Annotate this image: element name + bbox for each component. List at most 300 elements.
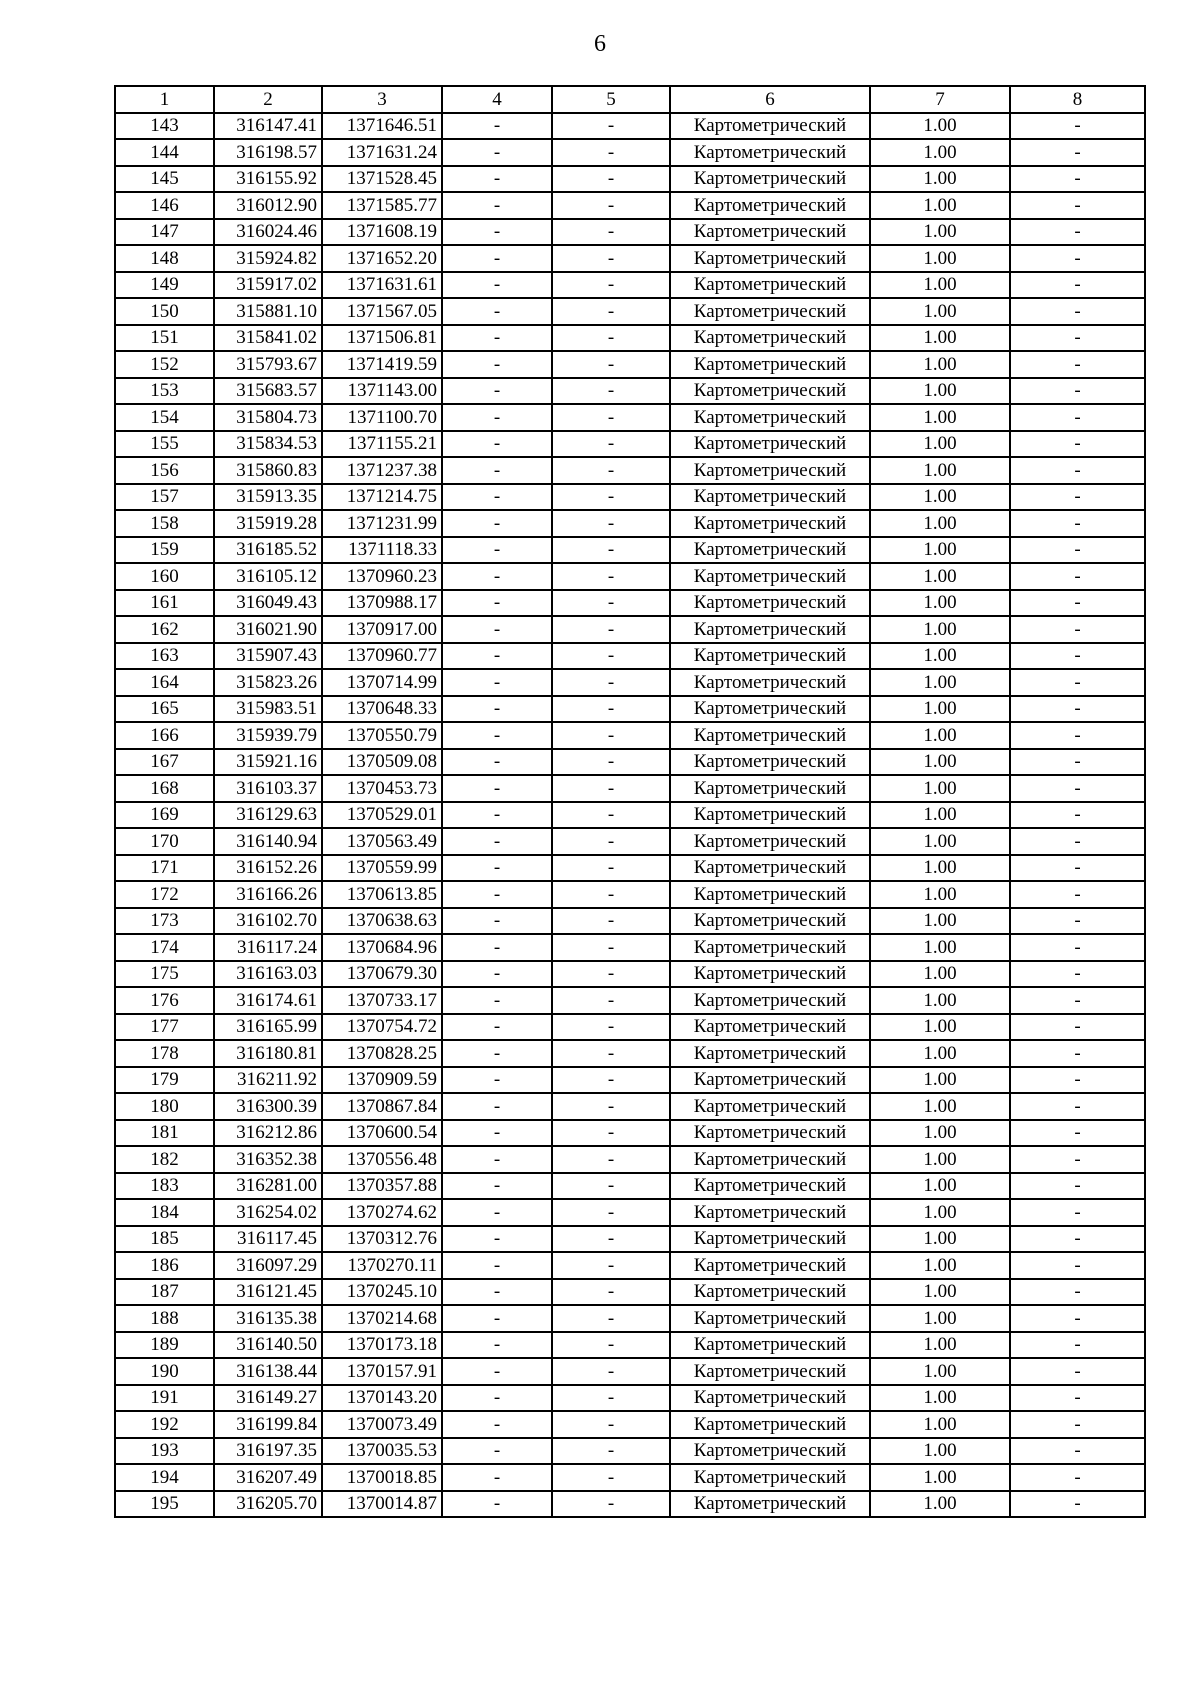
cell-col-8: - (1010, 696, 1145, 723)
cell-col-4: - (442, 457, 552, 484)
cell-col-5: - (552, 457, 670, 484)
cell-col-4: - (442, 1464, 552, 1491)
cell-col-8: - (1010, 113, 1145, 140)
cell-y-coordinate: 1370270.11 (322, 1252, 442, 1279)
cell-method: Картометрический (670, 1358, 870, 1385)
cell-col-4: - (442, 749, 552, 776)
cell-col-8: - (1010, 908, 1145, 935)
cell-accuracy: 1.00 (870, 1040, 1010, 1067)
cell-col-5: - (552, 139, 670, 166)
cell-x-coordinate: 316105.12 (214, 563, 322, 590)
cell-x-coordinate: 315841.02 (214, 325, 322, 352)
cell-col-8: - (1010, 1358, 1145, 1385)
cell-col-5: - (552, 1199, 670, 1226)
cell-x-coordinate: 316049.43 (214, 590, 322, 617)
cell-accuracy: 1.00 (870, 1093, 1010, 1120)
cell-col-8: - (1010, 1067, 1145, 1094)
cell-col-8: - (1010, 378, 1145, 405)
cell-col-8: - (1010, 749, 1145, 776)
cell-y-coordinate: 1371608.19 (322, 219, 442, 246)
cell-y-coordinate: 1371143.00 (322, 378, 442, 405)
cell-method: Картометрический (670, 1040, 870, 1067)
cell-y-coordinate: 1371585.77 (322, 192, 442, 219)
cell-x-coordinate: 316103.37 (214, 775, 322, 802)
cell-col-8: - (1010, 1199, 1145, 1226)
coordinates-table (114, 85, 1146, 1518)
cell-x-coordinate: 316117.45 (214, 1226, 322, 1253)
cell-accuracy: 1.00 (870, 696, 1010, 723)
cell-accuracy: 1.00 (870, 643, 1010, 670)
cell-x-coordinate: 315921.16 (214, 749, 322, 776)
table-row (115, 1411, 1145, 1438)
cell-x-coordinate: 315683.57 (214, 378, 322, 405)
cell-x-coordinate: 315919.28 (214, 510, 322, 537)
cell-point-number: 162 (115, 616, 214, 643)
cell-point-number: 177 (115, 1014, 214, 1041)
cell-method: Картометрический (670, 245, 870, 272)
table-row (115, 351, 1145, 378)
cell-y-coordinate: 1370638.63 (322, 908, 442, 935)
cell-col-5: - (552, 881, 670, 908)
cell-method: Картометрический (670, 961, 870, 988)
table-row (115, 563, 1145, 590)
cell-y-coordinate: 1370613.85 (322, 881, 442, 908)
cell-x-coordinate: 316102.70 (214, 908, 322, 935)
cell-x-coordinate: 316166.26 (214, 881, 322, 908)
cell-accuracy: 1.00 (870, 1173, 1010, 1200)
cell-col-5: - (552, 722, 670, 749)
cell-col-4: - (442, 669, 552, 696)
cell-x-coordinate: 315804.73 (214, 404, 322, 431)
cell-col-4: - (442, 961, 552, 988)
cell-col-4: - (442, 1385, 552, 1412)
cell-x-coordinate: 315913.35 (214, 484, 322, 511)
cell-y-coordinate: 1370563.49 (322, 828, 442, 855)
cell-col-8: - (1010, 1226, 1145, 1253)
cell-accuracy: 1.00 (870, 272, 1010, 299)
table-row (115, 1279, 1145, 1306)
cell-x-coordinate: 316185.52 (214, 537, 322, 564)
cell-col-8: - (1010, 669, 1145, 696)
cell-x-coordinate: 316152.26 (214, 855, 322, 882)
cell-method: Картометрический (670, 457, 870, 484)
cell-col-4: - (442, 1120, 552, 1147)
cell-point-number: 192 (115, 1411, 214, 1438)
cell-x-coordinate: 316012.90 (214, 192, 322, 219)
cell-col-4: - (442, 1491, 552, 1518)
cell-col-5: - (552, 1385, 670, 1412)
table-row (115, 987, 1145, 1014)
cell-y-coordinate: 1371528.45 (322, 166, 442, 193)
cell-method: Картометрический (670, 590, 870, 617)
cell-method: Картометрический (670, 643, 870, 670)
table-row (115, 643, 1145, 670)
cell-method: Картометрический (670, 113, 870, 140)
cell-col-4: - (442, 855, 552, 882)
cell-method: Картометрический (670, 431, 870, 458)
cell-col-8: - (1010, 192, 1145, 219)
cell-point-number: 147 (115, 219, 214, 246)
cell-y-coordinate: 1371231.99 (322, 510, 442, 537)
cell-method: Картометрический (670, 1146, 870, 1173)
cell-col-5: - (552, 1173, 670, 1200)
cell-accuracy: 1.00 (870, 192, 1010, 219)
cell-col-8: - (1010, 828, 1145, 855)
cell-col-8: - (1010, 1120, 1145, 1147)
cell-col-5: - (552, 961, 670, 988)
table-row (115, 166, 1145, 193)
cell-method: Картометрический (670, 722, 870, 749)
cell-method: Картометрический (670, 192, 870, 219)
cell-method: Картометрический (670, 1226, 870, 1253)
table-row (115, 696, 1145, 723)
cell-method: Картометрический (670, 1173, 870, 1200)
table-row (115, 1226, 1145, 1253)
cell-x-coordinate: 315907.43 (214, 643, 322, 670)
cell-col-5: - (552, 1040, 670, 1067)
table-row (115, 431, 1145, 458)
cell-accuracy: 1.00 (870, 1305, 1010, 1332)
cell-col-8: - (1010, 245, 1145, 272)
cell-y-coordinate: 1370733.17 (322, 987, 442, 1014)
cell-col-8: - (1010, 298, 1145, 325)
cell-point-number: 195 (115, 1491, 214, 1518)
cell-point-number: 148 (115, 245, 214, 272)
cell-y-coordinate: 1370684.96 (322, 934, 442, 961)
cell-col-8: - (1010, 404, 1145, 431)
table-row (115, 775, 1145, 802)
cell-point-number: 164 (115, 669, 214, 696)
cell-point-number: 170 (115, 828, 214, 855)
cell-x-coordinate: 316140.94 (214, 828, 322, 855)
cell-col-4: - (442, 113, 552, 140)
cell-method: Картометрический (670, 1252, 870, 1279)
cell-col-5: - (552, 1332, 670, 1359)
cell-accuracy: 1.00 (870, 590, 1010, 617)
cell-point-number: 181 (115, 1120, 214, 1147)
cell-accuracy: 1.00 (870, 1491, 1010, 1518)
cell-col-5: - (552, 351, 670, 378)
cell-accuracy: 1.00 (870, 802, 1010, 829)
cell-col-5: - (552, 908, 670, 935)
cell-col-5: - (552, 696, 670, 723)
cell-method: Картометрический (670, 484, 870, 511)
cell-x-coordinate: 316138.44 (214, 1358, 322, 1385)
cell-y-coordinate: 1371214.75 (322, 484, 442, 511)
cell-point-number: 173 (115, 908, 214, 935)
cell-method: Картометрический (670, 1411, 870, 1438)
cell-y-coordinate: 1370550.79 (322, 722, 442, 749)
cell-x-coordinate: 316097.29 (214, 1252, 322, 1279)
table-row (115, 378, 1145, 405)
cell-method: Картометрический (670, 272, 870, 299)
cell-col-4: - (442, 139, 552, 166)
cell-col-5: - (552, 245, 670, 272)
cell-accuracy: 1.00 (870, 1067, 1010, 1094)
cell-method: Картометрический (670, 510, 870, 537)
table-row (115, 404, 1145, 431)
cell-method: Картометрический (670, 404, 870, 431)
cell-col-8: - (1010, 325, 1145, 352)
table-row (115, 855, 1145, 882)
cell-y-coordinate: 1370679.30 (322, 961, 442, 988)
cell-accuracy: 1.00 (870, 510, 1010, 537)
cell-x-coordinate: 315924.82 (214, 245, 322, 272)
cell-accuracy: 1.00 (870, 1385, 1010, 1412)
cell-x-coordinate: 316212.86 (214, 1120, 322, 1147)
cell-point-number: 145 (115, 166, 214, 193)
cell-y-coordinate: 1371631.24 (322, 139, 442, 166)
cell-point-number: 190 (115, 1358, 214, 1385)
table-row (115, 537, 1145, 564)
cell-col-8: - (1010, 139, 1145, 166)
cell-point-number: 172 (115, 881, 214, 908)
cell-method: Картометрический (670, 1385, 870, 1412)
cell-method: Картометрический (670, 1305, 870, 1332)
cell-method: Картометрический (670, 1120, 870, 1147)
cell-point-number: 187 (115, 1279, 214, 1306)
cell-accuracy: 1.00 (870, 404, 1010, 431)
table-body (115, 113, 1145, 1518)
cell-method: Картометрический (670, 987, 870, 1014)
cell-method: Картометрический (670, 934, 870, 961)
cell-x-coordinate: 316024.46 (214, 219, 322, 246)
cell-y-coordinate: 1370714.99 (322, 669, 442, 696)
cell-method: Картометрический (670, 1464, 870, 1491)
cell-col-8: - (1010, 590, 1145, 617)
cell-method: Картометрический (670, 325, 870, 352)
cell-point-number: 144 (115, 139, 214, 166)
cell-accuracy: 1.00 (870, 855, 1010, 882)
cell-y-coordinate: 1371419.59 (322, 351, 442, 378)
cell-y-coordinate: 1370509.08 (322, 749, 442, 776)
cell-accuracy: 1.00 (870, 457, 1010, 484)
table-row (115, 1120, 1145, 1147)
cell-col-4: - (442, 908, 552, 935)
cell-col-4: - (442, 1014, 552, 1041)
cell-method: Картометрический (670, 775, 870, 802)
cell-col-4: - (442, 484, 552, 511)
cell-accuracy: 1.00 (870, 1411, 1010, 1438)
cell-accuracy: 1.00 (870, 563, 1010, 590)
cell-col-4: - (442, 696, 552, 723)
cell-method: Картометрический (670, 1279, 870, 1306)
table-row (115, 616, 1145, 643)
cell-point-number: 183 (115, 1173, 214, 1200)
cell-col-5: - (552, 1146, 670, 1173)
cell-point-number: 179 (115, 1067, 214, 1094)
cell-col-5: - (552, 298, 670, 325)
table-row (115, 802, 1145, 829)
cell-y-coordinate: 1371631.61 (322, 272, 442, 299)
cell-col-4: - (442, 1332, 552, 1359)
cell-x-coordinate: 315983.51 (214, 696, 322, 723)
cell-col-8: - (1010, 272, 1145, 299)
cell-method: Картометрический (670, 669, 870, 696)
cell-col-5: - (552, 537, 670, 564)
cell-col-4: - (442, 616, 552, 643)
cell-y-coordinate: 1370173.18 (322, 1332, 442, 1359)
cell-accuracy: 1.00 (870, 1120, 1010, 1147)
table-row (115, 934, 1145, 961)
cell-method: Картометрический (670, 802, 870, 829)
cell-point-number: 150 (115, 298, 214, 325)
cell-col-8: - (1010, 1279, 1145, 1306)
column-header-1: 1 (115, 86, 214, 113)
cell-col-8: - (1010, 1438, 1145, 1465)
cell-point-number: 167 (115, 749, 214, 776)
cell-accuracy: 1.00 (870, 775, 1010, 802)
table-row (115, 1173, 1145, 1200)
cell-x-coordinate: 315823.26 (214, 669, 322, 696)
cell-method: Картометрический (670, 616, 870, 643)
cell-point-number: 184 (115, 1199, 214, 1226)
cell-col-5: - (552, 1438, 670, 1465)
table-row (115, 219, 1145, 246)
column-header-2: 2 (214, 86, 322, 113)
table-row (115, 590, 1145, 617)
table-row (115, 113, 1145, 140)
cell-method: Картометрический (670, 1067, 870, 1094)
cell-accuracy: 1.00 (870, 1332, 1010, 1359)
cell-accuracy: 1.00 (870, 961, 1010, 988)
cell-method: Картометрический (670, 696, 870, 723)
cell-col-8: - (1010, 1464, 1145, 1491)
cell-col-8: - (1010, 1040, 1145, 1067)
cell-accuracy: 1.00 (870, 298, 1010, 325)
table-row (115, 722, 1145, 749)
cell-method: Картометрический (670, 1332, 870, 1359)
cell-col-8: - (1010, 431, 1145, 458)
cell-y-coordinate: 1370556.48 (322, 1146, 442, 1173)
cell-point-number: 160 (115, 563, 214, 590)
cell-col-8: - (1010, 802, 1145, 829)
cell-point-number: 152 (115, 351, 214, 378)
cell-col-8: - (1010, 722, 1145, 749)
cell-y-coordinate: 1370214.68 (322, 1305, 442, 1332)
cell-point-number: 146 (115, 192, 214, 219)
cell-y-coordinate: 1370274.62 (322, 1199, 442, 1226)
cell-x-coordinate: 316198.57 (214, 139, 322, 166)
cell-x-coordinate: 316135.38 (214, 1305, 322, 1332)
cell-point-number: 191 (115, 1385, 214, 1412)
cell-col-4: - (442, 1173, 552, 1200)
cell-accuracy: 1.00 (870, 1279, 1010, 1306)
cell-x-coordinate: 315917.02 (214, 272, 322, 299)
cell-col-8: - (1010, 934, 1145, 961)
cell-point-number: 174 (115, 934, 214, 961)
cell-col-5: - (552, 775, 670, 802)
cell-col-4: - (442, 1093, 552, 1120)
cell-col-4: - (442, 537, 552, 564)
cell-accuracy: 1.00 (870, 351, 1010, 378)
cell-y-coordinate: 1370357.88 (322, 1173, 442, 1200)
cell-col-5: - (552, 1067, 670, 1094)
cell-x-coordinate: 316021.90 (214, 616, 322, 643)
column-header-8: 8 (1010, 86, 1145, 113)
cell-col-4: - (442, 1040, 552, 1067)
cell-method: Картометрический (670, 378, 870, 405)
cell-accuracy: 1.00 (870, 431, 1010, 458)
cell-col-4: - (442, 1438, 552, 1465)
cell-col-5: - (552, 272, 670, 299)
table-row (115, 272, 1145, 299)
cell-y-coordinate: 1370909.59 (322, 1067, 442, 1094)
cell-accuracy: 1.00 (870, 1146, 1010, 1173)
table-row (115, 1040, 1145, 1067)
cell-col-4: - (442, 1305, 552, 1332)
cell-y-coordinate: 1370245.10 (322, 1279, 442, 1306)
cell-y-coordinate: 1370917.00 (322, 616, 442, 643)
table-row (115, 828, 1145, 855)
cell-col-5: - (552, 113, 670, 140)
cell-col-4: - (442, 590, 552, 617)
table-row (115, 484, 1145, 511)
cell-accuracy: 1.00 (870, 616, 1010, 643)
cell-accuracy: 1.00 (870, 1199, 1010, 1226)
cell-point-number: 154 (115, 404, 214, 431)
cell-method: Картометрический (670, 537, 870, 564)
cell-accuracy: 1.00 (870, 749, 1010, 776)
cell-y-coordinate: 1371652.20 (322, 245, 442, 272)
cell-col-4: - (442, 934, 552, 961)
cell-point-number: 159 (115, 537, 214, 564)
cell-col-5: - (552, 749, 670, 776)
cell-x-coordinate: 316155.92 (214, 166, 322, 193)
table-row (115, 961, 1145, 988)
cell-point-number: 143 (115, 113, 214, 140)
cell-point-number: 194 (115, 1464, 214, 1491)
cell-col-4: - (442, 987, 552, 1014)
cell-y-coordinate: 1371155.21 (322, 431, 442, 458)
cell-col-4: - (442, 1226, 552, 1253)
cell-accuracy: 1.00 (870, 537, 1010, 564)
cell-col-4: - (442, 192, 552, 219)
cell-y-coordinate: 1370648.33 (322, 696, 442, 723)
cell-col-8: - (1010, 1332, 1145, 1359)
cell-method: Картометрический (670, 1093, 870, 1120)
cell-point-number: 169 (115, 802, 214, 829)
cell-col-5: - (552, 431, 670, 458)
cell-x-coordinate: 316163.03 (214, 961, 322, 988)
cell-point-number: 156 (115, 457, 214, 484)
cell-col-4: - (442, 298, 552, 325)
cell-x-coordinate: 315834.53 (214, 431, 322, 458)
cell-col-5: - (552, 802, 670, 829)
cell-col-5: - (552, 1120, 670, 1147)
column-header-6: 6 (670, 86, 870, 113)
cell-y-coordinate: 1370073.49 (322, 1411, 442, 1438)
cell-point-number: 188 (115, 1305, 214, 1332)
cell-accuracy: 1.00 (870, 113, 1010, 140)
cell-col-5: - (552, 987, 670, 1014)
table-row (115, 1358, 1145, 1385)
table-row (115, 1464, 1145, 1491)
cell-x-coordinate: 316207.49 (214, 1464, 322, 1491)
cell-col-5: - (552, 1305, 670, 1332)
cell-col-4: - (442, 1067, 552, 1094)
cell-col-5: - (552, 1226, 670, 1253)
cell-col-5: - (552, 590, 670, 617)
cell-accuracy: 1.00 (870, 1464, 1010, 1491)
cell-col-4: - (442, 1199, 552, 1226)
cell-point-number: 168 (115, 775, 214, 802)
cell-col-4: - (442, 378, 552, 405)
cell-accuracy: 1.00 (870, 484, 1010, 511)
cell-col-5: - (552, 166, 670, 193)
cell-point-number: 180 (115, 1093, 214, 1120)
cell-col-4: - (442, 563, 552, 590)
